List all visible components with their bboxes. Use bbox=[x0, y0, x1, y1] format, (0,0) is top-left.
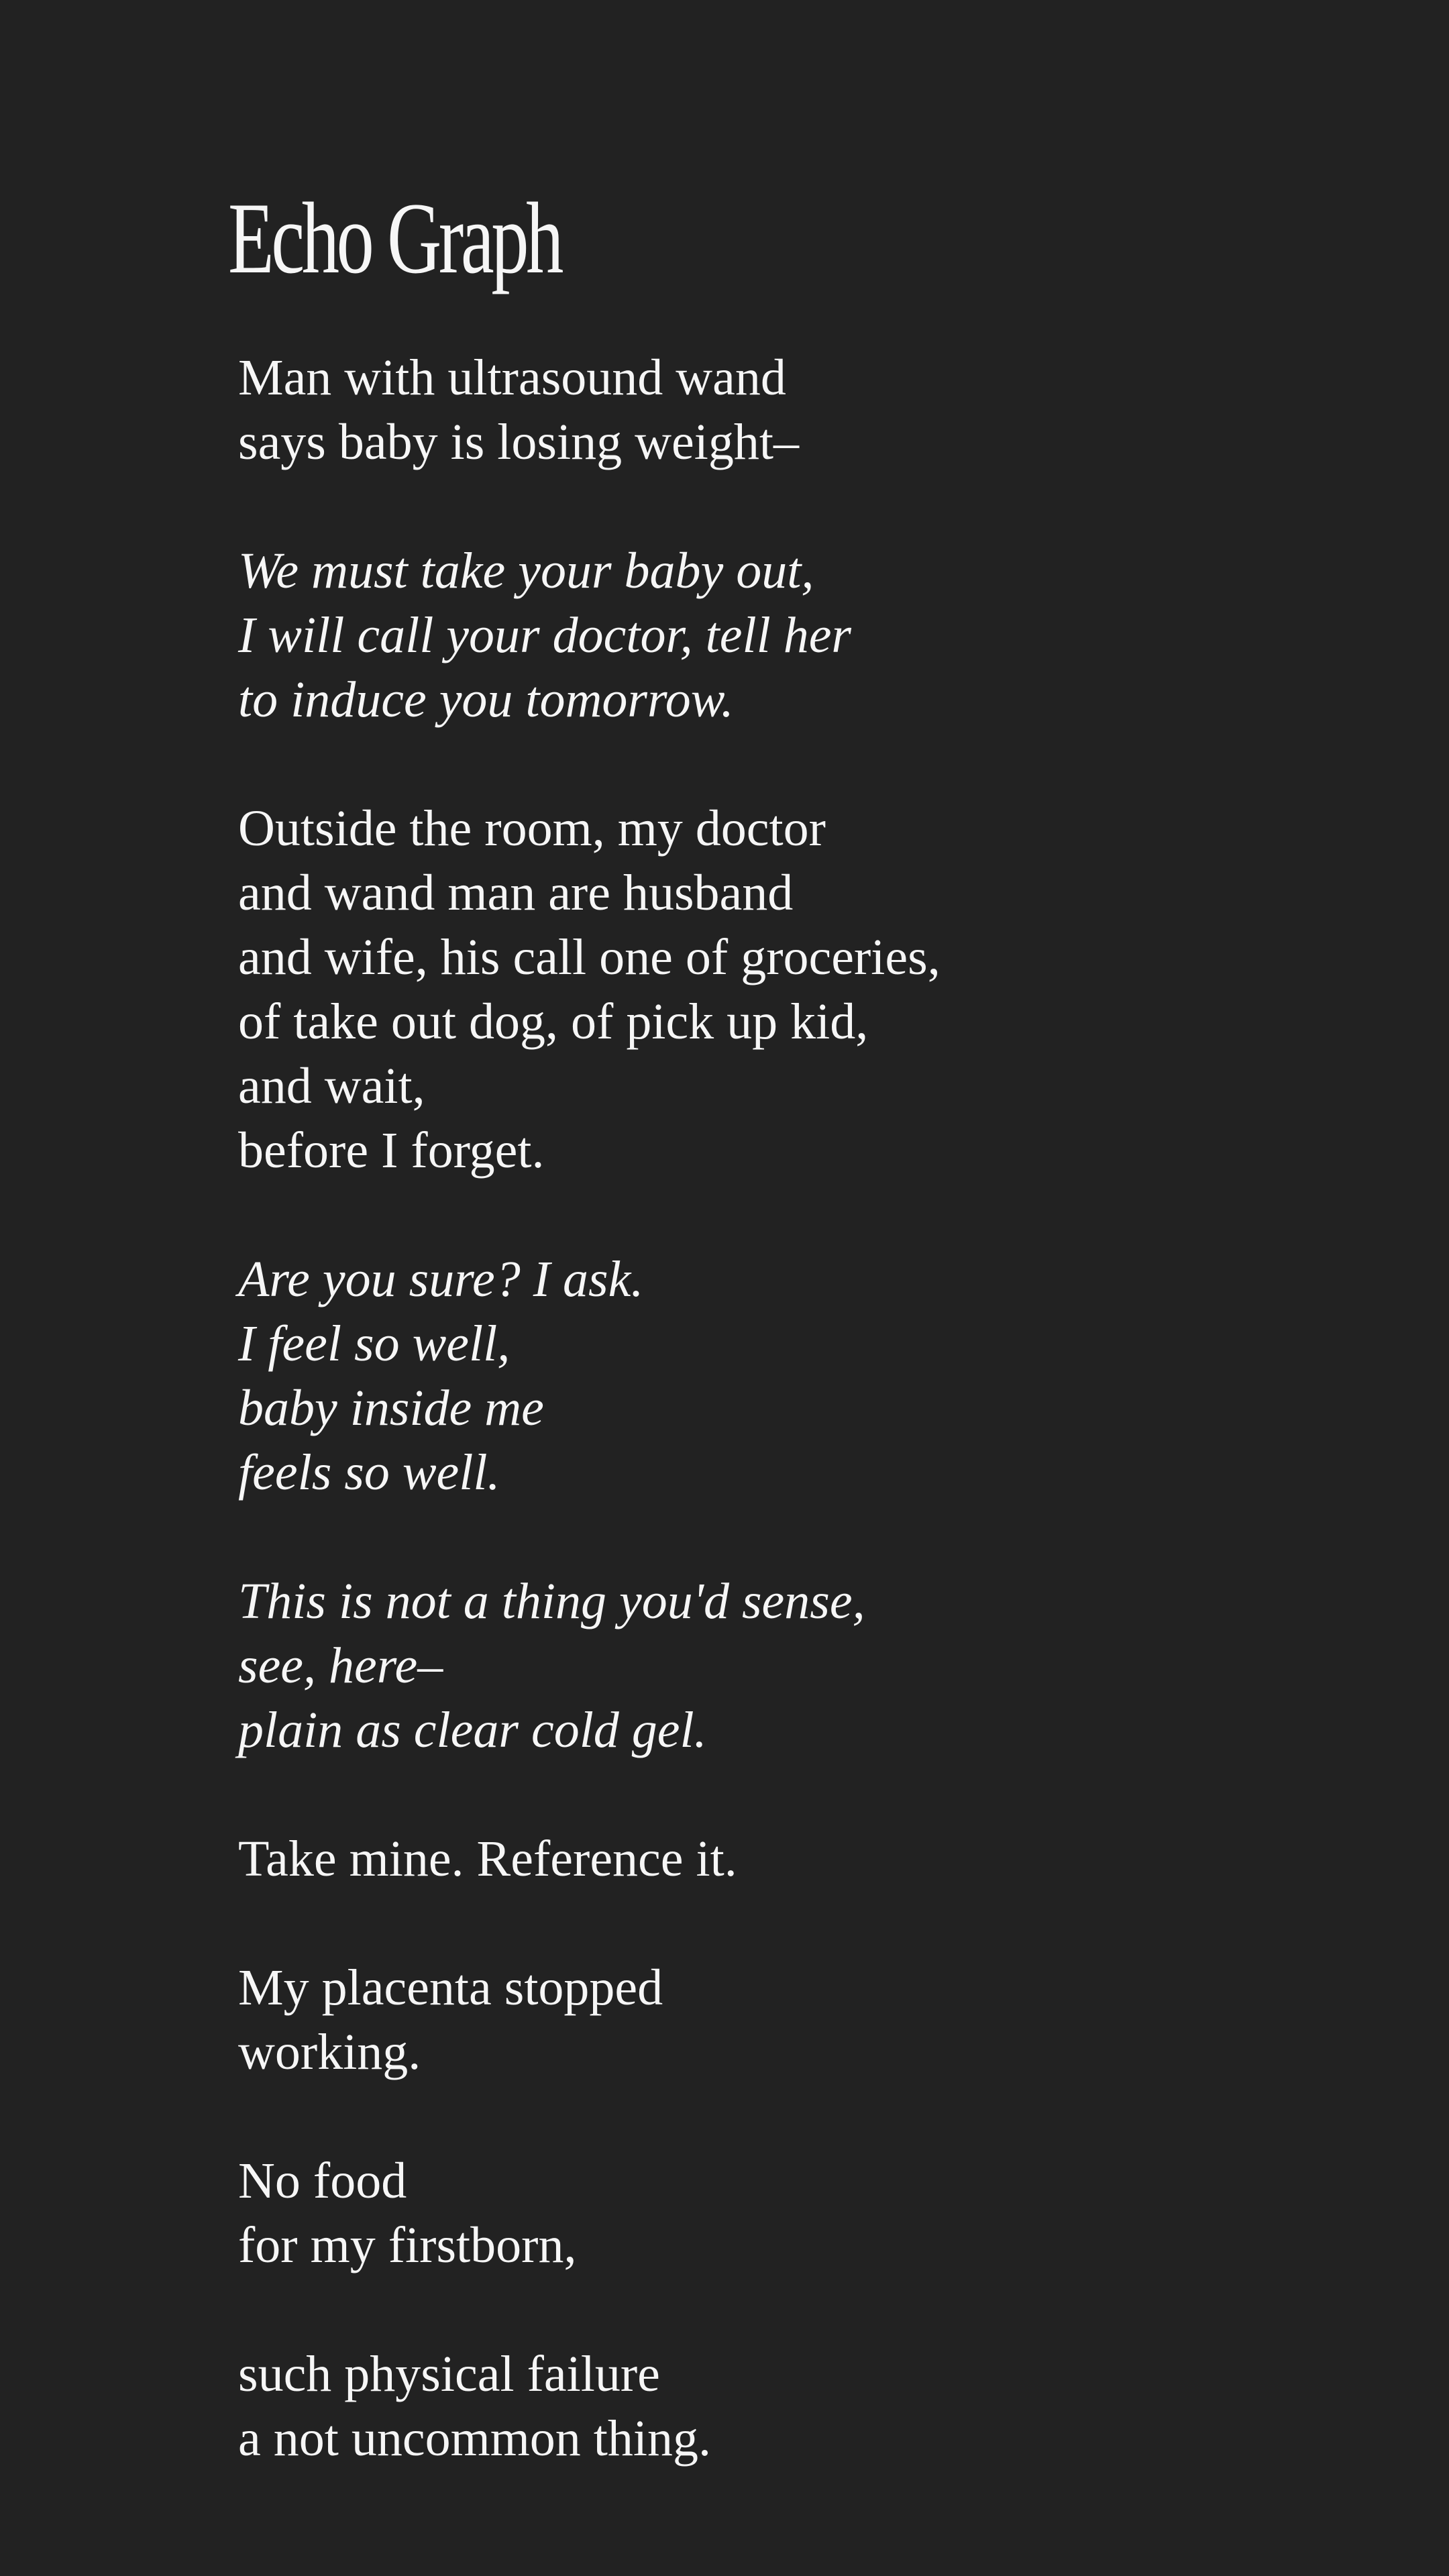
poem-line: says baby is losing weight– bbox=[238, 414, 799, 470]
stanza-7 bbox=[238, 1955, 1379, 2084]
poem-line: before I forget. bbox=[238, 1122, 545, 1179]
stanza-1 bbox=[238, 345, 1379, 474]
stanza-4 bbox=[238, 1247, 1379, 1505]
poem-line: This is not a thing you'd sense, bbox=[238, 1573, 865, 1629]
poem-line: Are you sure? I ask. bbox=[238, 1251, 644, 1307]
stanza-8 bbox=[238, 2149, 1379, 2277]
poem-line: I will call your doctor, tell her bbox=[238, 607, 852, 663]
stanza-2 bbox=[238, 539, 1379, 732]
poem-line: for my firstborn, bbox=[238, 2217, 577, 2273]
poem-line: to induce you tomorrow. bbox=[238, 672, 734, 728]
poem-line: My placenta stopped bbox=[238, 1960, 663, 2016]
poem-line: and wife, his call one of groceries, bbox=[238, 929, 941, 985]
stanza-5 bbox=[238, 1569, 1379, 1762]
poem-line: Take mine. Reference it. bbox=[238, 1831, 737, 1887]
poem-line: of take out dog, of pick up kid, bbox=[238, 994, 869, 1050]
poem-line: I feel so well, bbox=[238, 1316, 511, 1372]
poem-line: baby inside me bbox=[238, 1380, 544, 1436]
stanza-3 bbox=[238, 796, 1379, 1183]
poem-line: working. bbox=[238, 2024, 421, 2080]
poem-line: plain as clear cold gel. bbox=[238, 1702, 707, 1758]
poem-line: see, here– bbox=[238, 1638, 443, 1694]
poem-body bbox=[238, 345, 1379, 2471]
poem-line: Man with ultrasound wand bbox=[238, 350, 786, 406]
poem-line: We must take your baby out, bbox=[238, 543, 814, 599]
stanza-9 bbox=[238, 2342, 1379, 2471]
poem-title: Echo Graph bbox=[228, 182, 561, 294]
poem-line: and wait, bbox=[238, 1058, 425, 1114]
poem-line: such physical failure bbox=[238, 2346, 660, 2402]
poem-line: Outside the room, my doctor bbox=[238, 800, 826, 857]
poem-line: feels so well. bbox=[238, 1444, 500, 1501]
poem-line: No food bbox=[238, 2153, 407, 2209]
poem-line: a not uncommon thing. bbox=[238, 2410, 712, 2467]
poem-line: and wand man are husband bbox=[238, 865, 794, 921]
stanza-6 bbox=[238, 1827, 1379, 1891]
